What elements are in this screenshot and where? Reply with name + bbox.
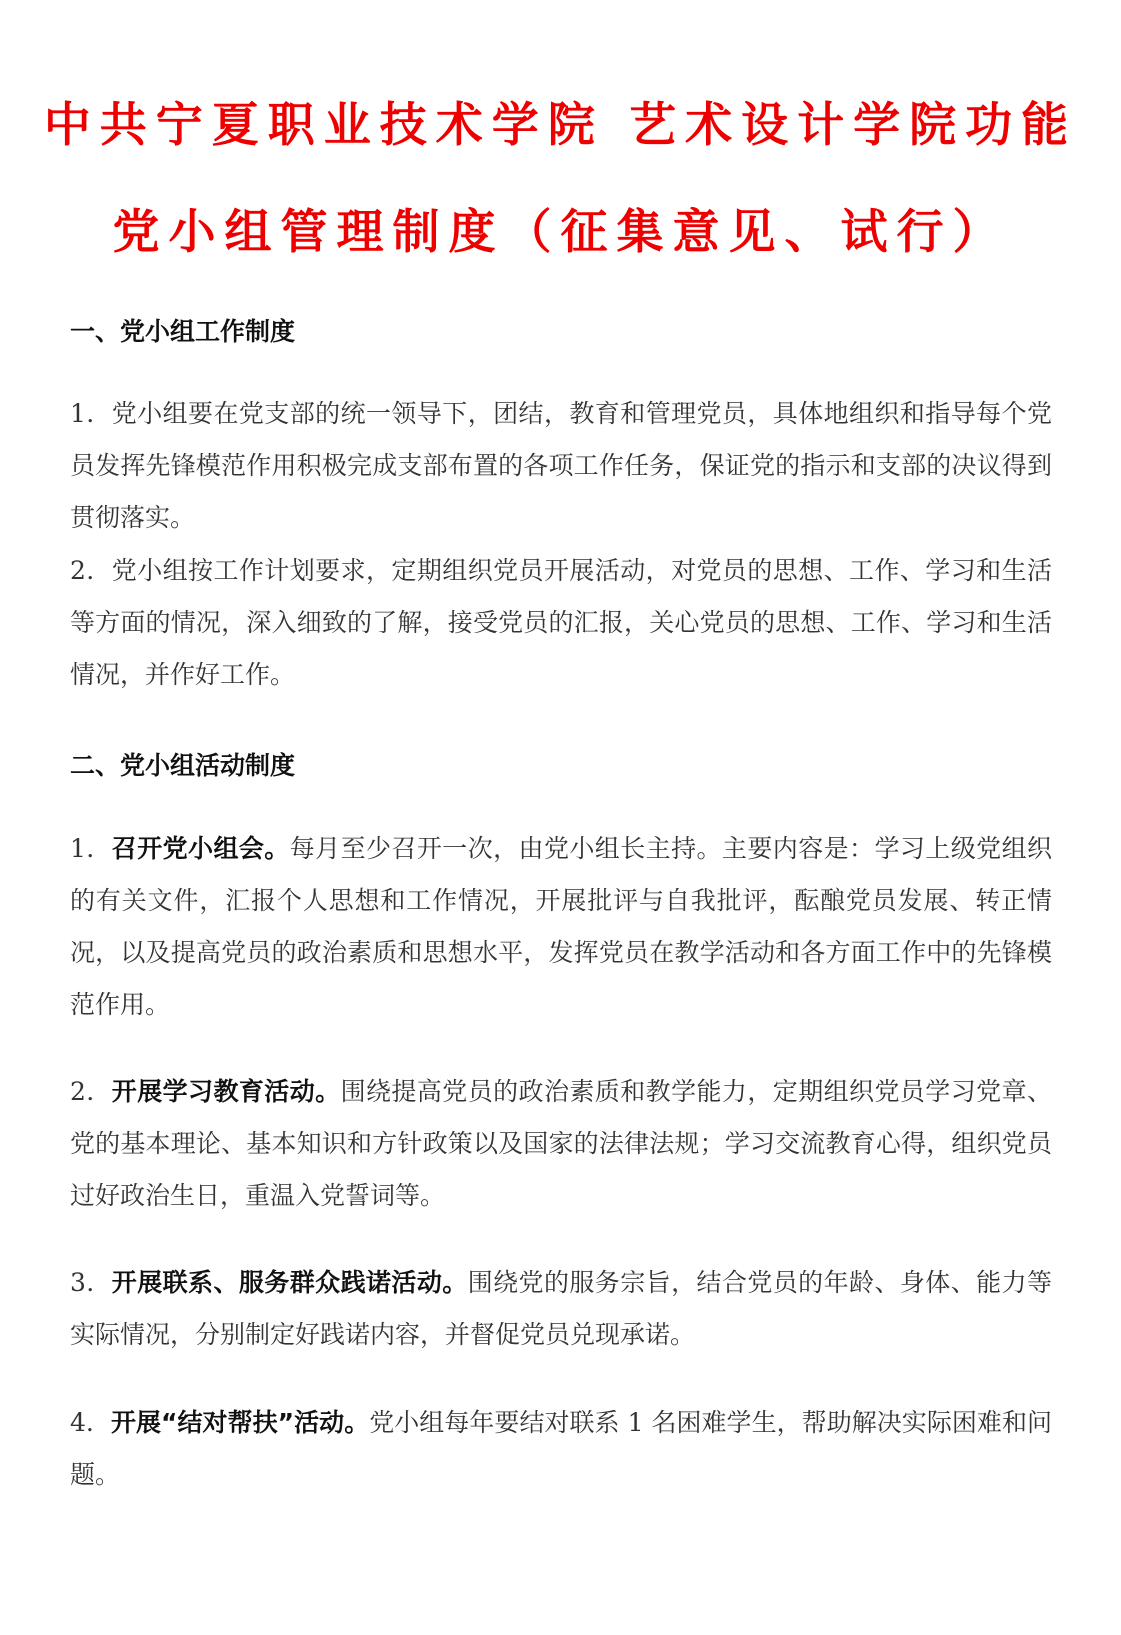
item-text: 围绕党的服务宗旨，结合党员的年龄、身体、能力等实际情况，分别制定好践诺内容，并督促党员兑现承诺。 — [70, 1268, 1052, 1349]
document-title-line-2: 党小组管理制度（征集意见、试行） — [112, 205, 1009, 260]
section-1-heading: 一、党小组工作制度 — [70, 317, 296, 346]
item-lead: 开展学习教育活动。 — [111, 1077, 341, 1106]
section-2-item-3 — [70, 1257, 1052, 1361]
item-number: 3． — [70, 1268, 112, 1297]
item-text: 每月至少召开一次，由党小组长主持。主要内容是：学习上级党组织的有关文件，汇报个人思想和工作情况，开展批评与自我批评，酝酿党员发展、转正情况，以及提高党员的政治素质和思想水平，发挥党员在教学活动和各方面工作中的先锋模范作用。 — [70, 834, 1052, 1019]
section-2-item-2 — [70, 1066, 1052, 1222]
document-title-line-1: 中共宁夏职业技术学院 艺术设计学院功能 — [43, 98, 1078, 153]
section-2-item-1 — [70, 823, 1052, 1031]
section-1-item-2 — [70, 545, 1052, 701]
section-2-item-4 — [70, 1397, 1052, 1501]
item-number: 4． — [70, 1408, 111, 1437]
item-lead: 开展联系、服务群众践诺活动。 — [111, 1268, 468, 1297]
item-text: 党小组按工作计划要求，定期组织党员开展活动，对党员的思想、工作、学习和生活等方面的情况，深入细致的了解，接受党员的汇报，关心党员的思想、工作、学习和生活情况，并作好工作。 — [70, 556, 1053, 689]
item-number: 1． — [70, 834, 112, 863]
section-2-heading: 二、党小组活动制度 — [70, 751, 296, 780]
item-number: 2． — [70, 556, 112, 585]
item-text: 党小组要在党支部的统一领导下，团结，教育和管理党员，具体地组织和指导每个党员发挥先锋模范作用积极完成支部布置的各项工作任务，保证党的指示和支部的决议得到贯彻落实。 — [70, 399, 1053, 532]
item-lead: 开展“结对帮扶”活动。 — [110, 1408, 370, 1437]
item-lead: 召开党小组会。 — [111, 834, 290, 863]
item-text: 围绕提高党员的政治素质和教学能力，定期组织党员学习党章、党的基本理论、基本知识和方针政策以及国家的法律法规；学习交流教育心得，组织党员过好政治生日，重温入党誓词等。 — [70, 1077, 1052, 1210]
item-text: 党小组每年要结对联系 1 名困难学生，帮助解决实际困难和问题。 — [70, 1408, 1052, 1489]
item-number: 2． — [70, 1077, 112, 1106]
item-number: 1． — [70, 399, 112, 428]
section-1-item-1 — [70, 388, 1052, 544]
